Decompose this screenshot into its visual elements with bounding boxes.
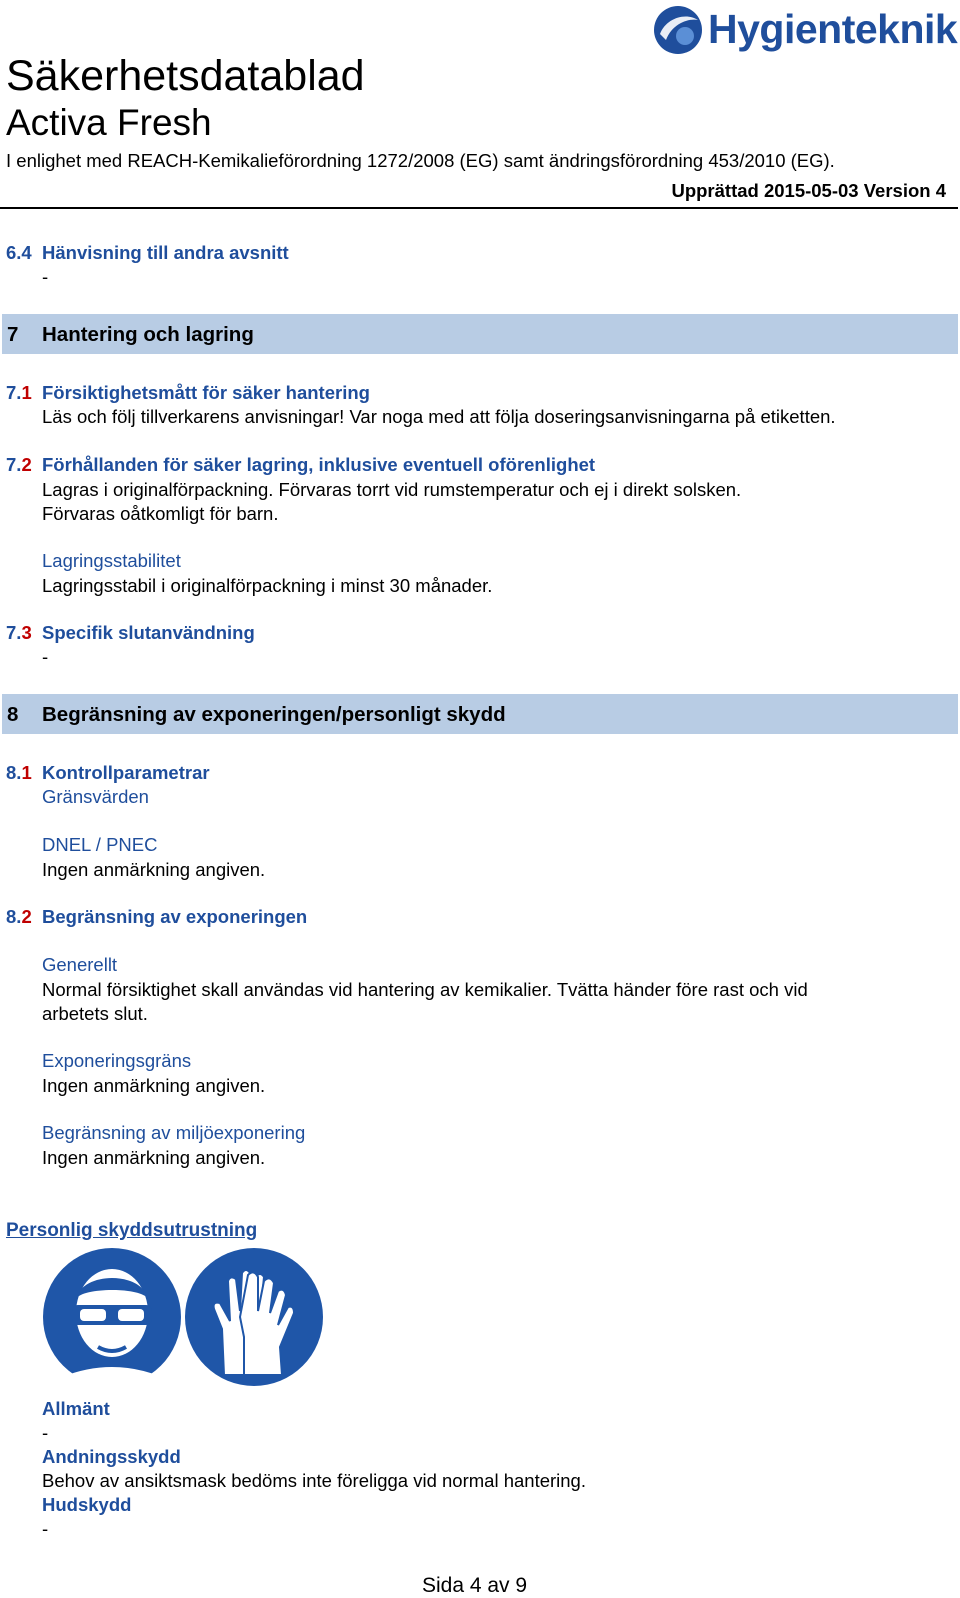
subsection-7-1 (6, 382, 370, 404)
ppe-title: Personlig skyddsutrustning (6, 1220, 258, 1241)
storage-line-2: Förvaras oåtkomligt för barn. (42, 503, 279, 524)
section-number: 7 (7, 323, 19, 346)
subsection-number-minor: 3 (21, 622, 32, 643)
protective-gloves-icon (184, 1247, 324, 1387)
logo-text: Hygienteknik (708, 6, 958, 52)
env-exposure-label: Begränsning av miljöexponering (42, 1122, 306, 1143)
version-line: Upprättad 2015-05-03 Version 4 (671, 180, 946, 201)
exposure-limit-text: Ingen anmärkning angiven. (42, 1075, 266, 1096)
limit-values-label: Gränsvärden (42, 786, 149, 807)
subsection-number-minor: 2 (21, 454, 32, 475)
subsection-title: Specifik slutanvändning (42, 622, 255, 643)
subsection-title: Begränsning av exponeringen (42, 906, 308, 927)
subsection-number-major: 8. (6, 762, 22, 783)
subsection-8-2 (6, 906, 308, 928)
subsection-number-major: 7. (6, 382, 22, 403)
dnel-pnec-text: Ingen anmärkning angiven. (42, 859, 266, 880)
subsection-7-2 (6, 454, 596, 476)
skin-protection-text: - (42, 1518, 49, 1539)
ppe-general-text: - (42, 1422, 49, 1443)
page-number: Sida 4 av 9 (422, 1574, 528, 1597)
storage-line-1: Lagras i originalförpackning. Förvaras torrt vid rumstemperatur och ej i direkt solsken. (42, 479, 742, 500)
subsection-7-1-text: Läs och följ tillverkarens anvisningar! Var noga med att följa doseringsanvisningarna på etiketten. (42, 406, 836, 427)
subsection-number-minor: 1 (21, 382, 32, 403)
header-divider (0, 207, 958, 209)
company-logo (652, 2, 958, 58)
subsection-7-3 (6, 622, 255, 644)
subsection-number-major: 7. (6, 454, 22, 475)
section-8-header (2, 694, 958, 734)
general-line-2: arbetets slut. (42, 1003, 148, 1024)
subsection-number-major: 8. (6, 906, 22, 927)
document-title: Säkerhetsdatablad (6, 52, 365, 100)
subsection-number-major: 7. (6, 622, 22, 643)
skin-protection-label: Hudskydd (42, 1494, 132, 1515)
subsection-number: 6.4 (6, 242, 32, 263)
general-label: Generellt (42, 954, 118, 975)
subsection-title: Förhållanden för säker lagring, inklusive eventuell oförenlighet (42, 454, 596, 475)
section-title: Hantering och lagring (42, 323, 254, 346)
dnel-pnec-label: DNEL / PNEC (42, 834, 158, 855)
section-7-header (2, 314, 958, 354)
logo-globe-icon (652, 4, 704, 56)
subsection-number-minor: 1 (21, 762, 32, 783)
respiratory-protection-label: Andningsskydd (42, 1446, 181, 1467)
subsection-title: Försiktighetsmått för säker hantering (42, 382, 370, 403)
product-name: Activa Fresh (6, 102, 212, 143)
face-shield-goggles-icon (42, 1247, 182, 1387)
subsection-6-4-text: - (42, 266, 49, 287)
storage-stability-text: Lagringsstabil i originalförpackning i minst 30 månader. (42, 575, 493, 596)
subsection-title: Hänvisning till andra avsnitt (42, 242, 289, 263)
respiratory-protection-text: Behov av ansiktsmask bedöms inte föreligga vid normal hantering. (42, 1470, 586, 1491)
section-number: 8 (7, 703, 19, 726)
ppe-general-label: Allmänt (42, 1398, 110, 1419)
storage-stability-label: Lagringsstabilitet (42, 550, 181, 571)
subsection-number-minor: 2 (21, 906, 32, 927)
exposure-limit-label: Exponeringsgräns (42, 1050, 192, 1071)
regulation-line: I enlighet med REACH-Kemikalieförordning 1272/2008 (EG) samt ändringsförordning 453/2010 (EG). (6, 150, 835, 171)
subsection-6-4 (6, 242, 289, 264)
env-exposure-text: Ingen anmärkning angiven. (42, 1147, 266, 1168)
general-line-1: Normal försiktighet skall användas vid hantering av kemikalier. Tvätta händer före rast och vid (42, 979, 808, 1000)
subsection-8-1 (6, 762, 210, 784)
section-title: Begränsning av exponeringen/personligt skydd (42, 703, 506, 726)
subsection-7-3-text: - (42, 646, 49, 667)
subsection-title: Kontrollparametrar (42, 762, 210, 783)
